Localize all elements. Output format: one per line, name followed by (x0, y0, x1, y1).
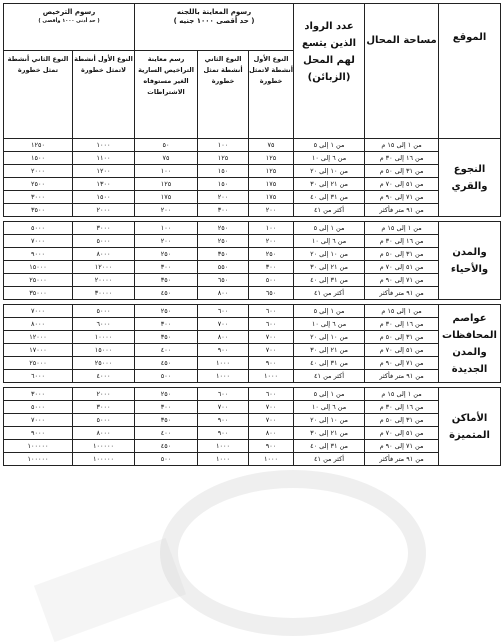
type1-license-cell: ١٠٠٠٠ (73, 331, 135, 344)
inspection-fees-title: رسوم المعاينة باللجنه (176, 8, 252, 16)
capacity-cell: من ٢١ إلى ٣٠ (294, 261, 365, 274)
type2-license-cell: ٩٠٠٠ (4, 427, 73, 440)
type1-inspection-cell: ١٠٠ (249, 222, 294, 235)
existing-inspection-cell: ٣٠٠ (135, 318, 198, 331)
type1-license-cell: ١٠٠٠٠٠ (73, 453, 135, 466)
area-cell: من ٩١ متر فأكثر (365, 453, 439, 466)
existing-inspection-cell: ٣٠٠ (135, 401, 198, 414)
type2-inspection-cell: ٢٥٠ (198, 222, 249, 235)
type2-inspection-cell: ٦٥٠ (198, 274, 249, 287)
header-area: مساحة المحال (365, 4, 439, 139)
capacity-cell: من ١ إلى ٥ (294, 222, 365, 235)
area-cell: من ١٦ إلى ٣٠ م (365, 152, 439, 165)
type1-inspection-cell: ١٠٠٠ (249, 370, 294, 383)
table-row (4, 139, 501, 152)
area-cell: من ٧١ إلى ٩٠ م (365, 357, 439, 370)
table-row (4, 287, 501, 300)
type2-license-cell: ١٠٠٠٠٠ (4, 440, 73, 453)
type2-license-cell: ٩٠٠٠ (4, 248, 73, 261)
type2-inspection-cell: ٥٥٠ (198, 261, 249, 274)
type1-license-cell: ٢٠٠٠٠ (73, 274, 135, 287)
existing-inspection-cell: ٢٥٠ (135, 305, 198, 318)
watermark-seal (160, 470, 426, 636)
area-cell: من ١ إلى ١٥ م (365, 305, 439, 318)
header-inspection-fees (135, 4, 294, 51)
type2-license-cell: ٢٥٠٠٠ (4, 274, 73, 287)
type1-license-cell: ١١٠٠ (73, 152, 135, 165)
type1-license-cell: ٣٠٠٠ (73, 222, 135, 235)
type2-inspection-cell: ٧٠٠ (198, 401, 249, 414)
table-row (4, 235, 501, 248)
existing-inspection-cell: ٤٠٠ (135, 344, 198, 357)
location-cell: عواصم المحافظات والمدن الجديدة (439, 305, 501, 383)
capacity-cell: من ٣١ إلى ٤٠ (294, 274, 365, 287)
capacity-cell: من ١٠ إلى ٢٠ (294, 331, 365, 344)
type1-license-cell: ٨٠٠٠ (73, 248, 135, 261)
type2-inspection-cell: ٣٥٠ (198, 248, 249, 261)
header-type1-inspection: النوع الأول أنشطة لاتمثل خطورة (249, 51, 294, 139)
table-row (4, 370, 501, 383)
table-row (4, 261, 501, 274)
capacity-cell: من ٦ إلى ١٠ (294, 152, 365, 165)
type2-license-cell: ٣٥٠٠٠ (4, 287, 73, 300)
existing-inspection-cell: ٢٠٠ (135, 235, 198, 248)
license-fees-title: رسوم الترخيص (42, 8, 96, 16)
table-row (4, 401, 501, 414)
type1-inspection-cell: ٧٠٠ (249, 401, 294, 414)
type1-inspection-cell: ٢٠٠ (249, 235, 294, 248)
table-row (4, 331, 501, 344)
type1-inspection-cell: ٧٠٠ (249, 414, 294, 427)
capacity-cell: من ١ إلى ٥ (294, 139, 365, 152)
type2-inspection-cell: ٩٠٠ (198, 344, 249, 357)
table-row (4, 305, 501, 318)
type2-license-cell: ٣٥٠٠ (4, 204, 73, 217)
type2-inspection-cell: ٩٠٠ (198, 427, 249, 440)
type1-license-cell: ١٢٠٠ (73, 165, 135, 178)
type1-license-cell: ٢٠٠٠ (73, 388, 135, 401)
type1-inspection-cell: ١٧٥ (249, 191, 294, 204)
area-cell: من ١ إلى ١٥ م (365, 388, 439, 401)
table-row (4, 357, 501, 370)
table-row (4, 388, 501, 401)
existing-inspection-cell: ٥٠٠ (135, 370, 198, 383)
type2-license-cell: ٦٠٠٠ (4, 370, 73, 383)
type1-inspection-cell: ١٧٥ (249, 178, 294, 191)
type1-license-cell: ١٠٠٠٠٠ (73, 440, 135, 453)
type1-license-cell: ١٣٠٠ (73, 178, 135, 191)
type1-license-cell: ٥٠٠٠ (73, 235, 135, 248)
table-row (4, 274, 501, 287)
capacity-cell: من ٦ إلى ١٠ (294, 401, 365, 414)
type2-license-cell: ١٥٠٠ (4, 152, 73, 165)
type1-inspection-cell: ١٢٥ (249, 152, 294, 165)
type1-inspection-cell: ٢٠٠ (249, 204, 294, 217)
type2-inspection-cell: ٩٠٠ (198, 414, 249, 427)
capacity-cell: من ١٠ إلى ٢٠ (294, 248, 365, 261)
capacity-cell: من ٦ إلى ١٠ (294, 235, 365, 248)
area-cell: من ٩١ متر فأكثر (365, 204, 439, 217)
type2-inspection-cell: ٢٠٠ (198, 191, 249, 204)
type1-inspection-cell: ٧٠٠ (249, 331, 294, 344)
type1-license-cell: ١٥٠٠٠ (73, 344, 135, 357)
capacity-cell: أكثر من ٤١ (294, 370, 365, 383)
capacity-cell: من ٦ إلى ١٠ (294, 318, 365, 331)
table-row (4, 191, 501, 204)
fees-table (3, 3, 501, 466)
type1-license-cell: ٣٠٠٠٠ (73, 287, 135, 300)
capacity-cell: أكثر من ٤١ (294, 204, 365, 217)
table-row (4, 204, 501, 217)
area-cell: من ١٦ إلى ٣٠ م (365, 318, 439, 331)
type1-inspection-cell: ٧٠٠ (249, 344, 294, 357)
location-cell: الأماكن المتميزة (439, 388, 501, 466)
area-cell: من ٥١ إلى ٧٠ م (365, 178, 439, 191)
existing-inspection-cell: ٤٥٠ (135, 440, 198, 453)
type2-inspection-cell: ٦٠٠ (198, 305, 249, 318)
table-row (4, 318, 501, 331)
type2-inspection-cell: ٨٠٠ (198, 331, 249, 344)
area-cell: من ٩١ متر فأكثر (365, 370, 439, 383)
capacity-cell: من ٢١ إلى ٣٠ (294, 344, 365, 357)
type2-license-cell: ٣٠٠٠ (4, 388, 73, 401)
type1-license-cell: ٦٠٠٠ (73, 318, 135, 331)
type2-license-cell: ٢٥٠٠٠ (4, 357, 73, 370)
existing-inspection-cell: ٢٥٠ (135, 248, 198, 261)
type2-inspection-cell: ١٠٠ (198, 139, 249, 152)
type1-inspection-cell: ٥٠٠ (249, 274, 294, 287)
type1-inspection-cell: ٦٠٠ (249, 305, 294, 318)
table-row (4, 427, 501, 440)
capacity-cell: أكثر من ٤١ (294, 287, 365, 300)
header-type2-license: النوع الثاني أنشطة تمثل خطورة (4, 51, 73, 139)
area-cell: من ٩١ متر فأكثر (365, 287, 439, 300)
watermark-logo (34, 538, 186, 642)
type2-license-cell: ١٢٠٠٠ (4, 331, 73, 344)
table-row (4, 178, 501, 191)
fees-table-body (4, 139, 501, 466)
header-type1-license: النوع الأول أنشطة لاتمثل خطورة (73, 51, 135, 139)
header-type2-inspection: النوع الثاني أنشطة تمثل خطورة (198, 51, 249, 139)
type2-license-cell: ٥٠٠٠ (4, 401, 73, 414)
capacity-cell: من ٣١ إلى ٤٠ (294, 191, 365, 204)
type2-inspection-cell: ٧٠٠ (198, 318, 249, 331)
type2-inspection-cell: ١٥٠ (198, 165, 249, 178)
type2-inspection-cell: ١٠٠٠ (198, 370, 249, 383)
area-cell: من ٣١ إلى ٥٠ م (365, 248, 439, 261)
header-location: الموقع (439, 4, 501, 139)
header-license-fees (4, 4, 135, 51)
type1-inspection-cell: ٧٥ (249, 139, 294, 152)
type2-license-cell: ١٥٠٠٠ (4, 261, 73, 274)
header-row-top (4, 4, 501, 51)
type1-license-cell: ٢٥٠٠٠ (73, 357, 135, 370)
type2-license-cell: ٥٠٠٠ (4, 222, 73, 235)
capacity-cell: من ٣١ إلى ٤٠ (294, 440, 365, 453)
capacity-cell: من ١٠ إلى ٢٠ (294, 165, 365, 178)
existing-inspection-cell: ١٠٠ (135, 222, 198, 235)
existing-inspection-cell: ٣٥٠ (135, 331, 198, 344)
type2-license-cell: ٧٠٠٠ (4, 414, 73, 427)
existing-inspection-cell: ١٠٠ (135, 165, 198, 178)
type2-inspection-cell: ١٠٠٠ (198, 440, 249, 453)
type2-license-cell: ٧٠٠٠ (4, 235, 73, 248)
type2-license-cell: ١٧٠٠٠ (4, 344, 73, 357)
type1-inspection-cell: ١٢٥ (249, 165, 294, 178)
existing-inspection-cell: ١٢٥ (135, 178, 198, 191)
capacity-cell: من ٢١ إلى ٣٠ (294, 178, 365, 191)
existing-inspection-cell: ١٧٥ (135, 191, 198, 204)
type1-inspection-cell: ١٠٠٠ (249, 453, 294, 466)
capacity-cell: من ٢١ إلى ٣٠ (294, 427, 365, 440)
area-cell: من ١ إلى ١٥ م (365, 139, 439, 152)
area-cell: من ٧١ إلى ٩٠ م (365, 274, 439, 287)
table-row (4, 414, 501, 427)
type2-inspection-cell: ٣٠٠ (198, 204, 249, 217)
location-cell: والمدن والأحياء (439, 222, 501, 300)
capacity-cell: من ١٠ إلى ٢٠ (294, 414, 365, 427)
existing-inspection-cell: ٥٠٠ (135, 453, 198, 466)
type2-license-cell: ١٠٠٠٠٠ (4, 453, 73, 466)
area-cell: من ٥١ إلى ٧٠ م (365, 344, 439, 357)
table-row (4, 152, 501, 165)
type2-license-cell: ٣٠٠٠ (4, 191, 73, 204)
type1-license-cell: ٤٠٠٠ (73, 370, 135, 383)
type1-inspection-cell: ٨٠٠ (249, 427, 294, 440)
type2-inspection-cell: ٦٠٠ (198, 388, 249, 401)
type1-license-cell: ١٢٠٠٠ (73, 261, 135, 274)
existing-inspection-cell: ٣٥٠ (135, 414, 198, 427)
table-row (4, 344, 501, 357)
type1-inspection-cell: ٦٠٠ (249, 318, 294, 331)
type2-inspection-cell: ١٥٠ (198, 178, 249, 191)
table-row (4, 165, 501, 178)
type1-license-cell: ٥٠٠٠ (73, 305, 135, 318)
area-cell: من ٥١ إلى ٧٠ م (365, 427, 439, 440)
existing-inspection-cell: ٤٥٠ (135, 357, 198, 370)
capacity-cell: من ٣١ إلى ٤٠ (294, 357, 365, 370)
area-cell: من ٧١ إلى ٩٠ م (365, 191, 439, 204)
type2-license-cell: ٢٥٠٠ (4, 178, 73, 191)
type2-inspection-cell: ١٢٥ (198, 152, 249, 165)
table-row (4, 222, 501, 235)
area-cell: من ٥١ إلى ٧٠ م (365, 261, 439, 274)
type2-license-cell: ٨٠٠٠ (4, 318, 73, 331)
type2-inspection-cell: ٢٥٠ (198, 235, 249, 248)
existing-inspection-cell: ٢٠٠ (135, 204, 198, 217)
existing-inspection-cell: ٤٠٠ (135, 427, 198, 440)
type1-inspection-cell: ٩٠٠ (249, 357, 294, 370)
type2-license-cell: ١٢٥٠ (4, 139, 73, 152)
table-row (4, 440, 501, 453)
inspection-fees-limit: ( حد أقصى ١٠٠٠ جنيه ) (173, 17, 255, 25)
type1-inspection-cell: ٩٠٠ (249, 440, 294, 453)
type1-license-cell: ١٠٠٠ (73, 139, 135, 152)
existing-inspection-cell: ٢٥٠ (135, 388, 198, 401)
existing-inspection-cell: ٤٥٠ (135, 287, 198, 300)
header-existing-inspection: رسم معاينة التراخيص السارية الغير مستوفاه الاشتراطات (135, 51, 198, 139)
type2-inspection-cell: ١٠٠٠ (198, 357, 249, 370)
type1-license-cell: ٥٠٠٠ (73, 414, 135, 427)
existing-inspection-cell: ٧٥ (135, 152, 198, 165)
table-row (4, 248, 501, 261)
capacity-cell: من ١ إلى ٥ (294, 305, 365, 318)
type1-license-cell: ٢٠٠٠ (73, 204, 135, 217)
table-row (4, 453, 501, 466)
capacity-cell: من ١ إلى ٥ (294, 388, 365, 401)
type1-inspection-cell: ٣٠٠ (249, 261, 294, 274)
type1-license-cell: ٣٠٠٠ (73, 401, 135, 414)
type1-inspection-cell: ٦٠٠ (249, 388, 294, 401)
area-cell: من ٣١ إلى ٥٠ م (365, 165, 439, 178)
existing-inspection-cell: ٥٠ (135, 139, 198, 152)
type2-license-cell: ٧٠٠٠ (4, 305, 73, 318)
type1-license-cell: ٨٠٠٠ (73, 427, 135, 440)
license-fees-limit: ( حد أدنى ١٠٠٠ وأقصى ) (38, 18, 100, 24)
type2-inspection-cell: ٨٠٠ (198, 287, 249, 300)
existing-inspection-cell: ٣٠٠ (135, 261, 198, 274)
type1-inspection-cell: ٦٥٠ (249, 287, 294, 300)
area-cell: من ١ إلى ١٥ م (365, 222, 439, 235)
header-capacity: عدد الرواد الذين يتسع لهم المحل (الزبائن) (294, 4, 365, 139)
type2-inspection-cell: ١٠٠٠ (198, 453, 249, 466)
area-cell: من ١٦ إلى ٣٠ م (365, 235, 439, 248)
area-cell: من ٣١ إلى ٥٠ م (365, 331, 439, 344)
type1-license-cell: ١٥٠٠ (73, 191, 135, 204)
location-cell: النجوع والقري (439, 139, 501, 217)
area-cell: من ٧١ إلى ٩٠ م (365, 440, 439, 453)
type1-inspection-cell: ٢٥٠ (249, 248, 294, 261)
type2-license-cell: ٢٠٠٠ (4, 165, 73, 178)
existing-inspection-cell: ٣٥٠ (135, 274, 198, 287)
area-cell: من ٣١ إلى ٥٠ م (365, 414, 439, 427)
area-cell: من ١٦ إلى ٣٠ م (365, 401, 439, 414)
capacity-cell: أكثر من ٤١ (294, 453, 365, 466)
